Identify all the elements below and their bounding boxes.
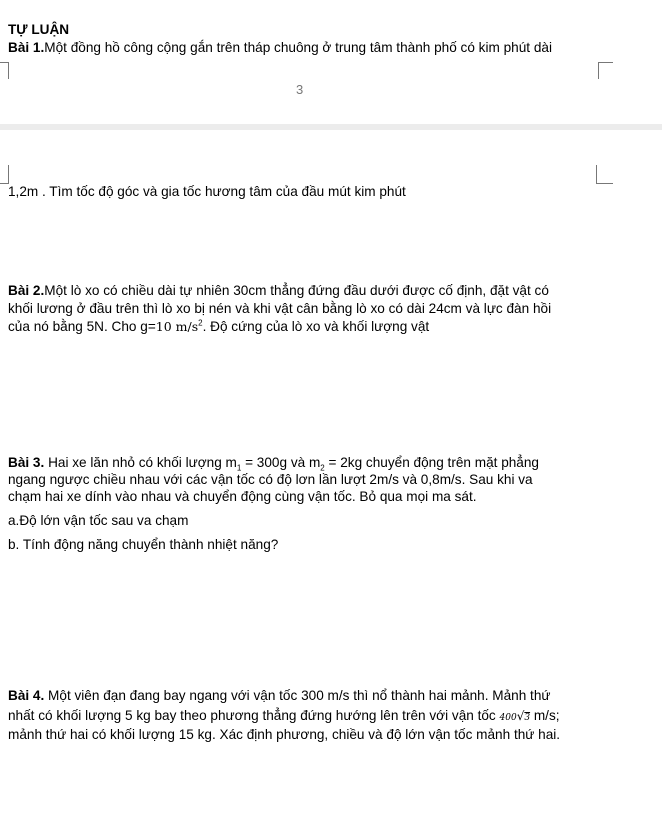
- bai3-line3: chạm hai xe dính vào nhau và chuyển động cùng vận tốc. Bỏ qua mọi ma sát.: [8, 489, 477, 504]
- bai4-label: Bài 4.: [8, 688, 45, 703]
- page-number: 3: [296, 82, 304, 97]
- sqrt-symbol: √: [516, 709, 525, 723]
- bai2-line3: [8, 319, 429, 335]
- crop-mark-top-left: [0, 62, 9, 79]
- bai2-text-3-post: . Độ cứng của lò xo và khối lượng vật: [202, 319, 430, 334]
- bai3-line2: ngang ngược chiều nhau với các vận tốc có độ lơn lần lượt 2m/s và 0,8m/s. Sau khi va: [8, 472, 533, 487]
- bai1-line2: 1,2m . Tìm tốc độ góc và gia tốc hương tâm của đầu mút kim phút: [8, 184, 406, 199]
- gravity-value: 10 m/s: [155, 319, 199, 334]
- bai1-label: Bài 1.: [8, 40, 45, 55]
- bai3-text-1a: Hai xe lăn nhỏ có khối lượng m: [48, 455, 237, 470]
- velocity-coefficient: 400: [499, 713, 517, 723]
- bai2-line1: [8, 283, 549, 299]
- bai2-line2: khối lương ở đầu trên thì lò xo bị nén và khi vật cân bằng lò xo có dài 24cm và lực đàn hồi: [8, 301, 552, 316]
- bai2-text-1: Một lò xo có chiều dài tự nhiên 30cm thẳng đứng đầu dưới được cố định, đặt vật có: [44, 283, 549, 298]
- bai4-text-2-pre: nhất có khối lượng 5 kg bay theo phương thẳng đứng hướng lên trên với vận tốc: [8, 708, 500, 723]
- bai1-text-1: Một đồng hồ công cộng gắn trên tháp chuông ở trung tâm thành phố có kim phút dài: [44, 40, 552, 55]
- bai4-line1: [8, 688, 550, 704]
- bai3-part-a: a.Độ lớn vận tốc sau va chạm: [8, 513, 189, 528]
- bai4-text-1: Một viên đạn đang bay ngang với vận tốc 300 m/s thì nổ thành hai mảnh. Mảnh thứ: [44, 688, 551, 703]
- bai3-text-1c: = 2kg chuyển động trên mặt phẳng: [324, 455, 539, 470]
- bai4-text-2-post: m/s;: [530, 708, 560, 723]
- m2-subscript: 2: [320, 463, 325, 473]
- bai2-text-3-pre: của nó bằng 5N. Cho g=: [8, 319, 156, 334]
- page-gap: [0, 124, 662, 130]
- bai3-text-1b: = 300g và m: [241, 455, 321, 470]
- bai2-label: Bài 2.: [8, 283, 45, 298]
- bai1-line1: [8, 40, 552, 56]
- bai3-part-b: b. Tính động năng chuyển thành nhiệt năng?: [8, 537, 279, 552]
- m1-subscript: 1: [236, 463, 242, 473]
- bai4-line3: mảnh thứ hai có khối lượng 15 kg. Xác định phương, chiều và độ lớn vận tốc mảnh thứ hai.: [8, 727, 561, 742]
- crop-mark-top-right: [598, 62, 613, 79]
- gravity-exponent: 2: [198, 318, 203, 328]
- bai3-label: Bài 3.: [8, 455, 45, 470]
- velocity-root: 3: [524, 713, 531, 723]
- bai3-line1: [8, 455, 539, 471]
- crop-mark-bottom-right: [596, 165, 613, 184]
- bai4-line2: [8, 708, 560, 726]
- section-heading: TỰ LUẬN: [8, 22, 70, 37]
- crop-mark-bottom-left: [0, 165, 9, 184]
